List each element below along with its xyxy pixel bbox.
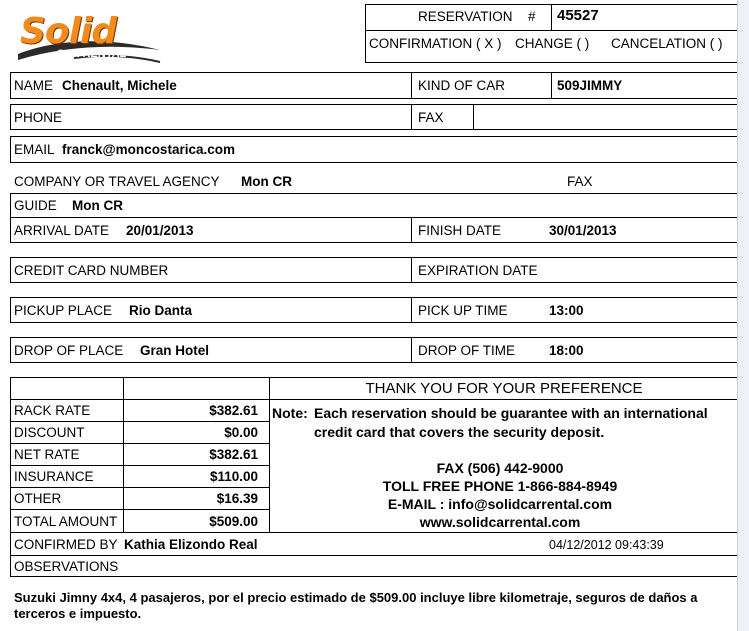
finish-label: FINISH DATE: [418, 223, 502, 238]
vertical-scrollbar[interactable]: [737, 0, 749, 631]
rate-value: $16.39: [216, 491, 258, 506]
change-option: CHANGE ( ): [515, 36, 590, 51]
confirmation-option: CONFIRMATION ( X ): [369, 36, 502, 51]
company-label: COMPANY OR TRAVEL AGENCY: [14, 174, 220, 189]
drop-time-value: 18:00: [549, 343, 584, 358]
observations-label: OBSERVATIONS: [14, 559, 119, 574]
observations-line-2: terceros e impuesto.: [14, 606, 142, 621]
rate-value: $382.61: [209, 447, 258, 462]
cancelation-option: CANCELATION ( ): [611, 36, 723, 51]
toll-free-phone: TOLL FREE PHONE 1-866-884-8949: [382, 478, 618, 494]
arrival-label: ARRIVAL DATE: [14, 223, 110, 238]
rate-value: $110.00: [209, 469, 258, 484]
guide-label: GUIDE: [14, 198, 57, 213]
drop-place-value: Gran Hotel: [140, 343, 210, 358]
logo-sub: CAR RENTAL: [56, 48, 127, 60]
rate-value: $0.00: [224, 425, 258, 440]
company-value: Mon CR: [241, 174, 292, 189]
name-label: NAME: [14, 78, 54, 93]
rate-label: NET RATE: [14, 447, 80, 462]
phone-row: [10, 104, 738, 130]
rate-label: RACK RATE: [14, 403, 91, 418]
arrival-value: 20/01/2013: [126, 223, 194, 238]
company-fax-label: FAX: [567, 174, 593, 189]
observations-line-1: Suzuki Jimny 4x4, 4 pasajeros, por el precio estimado de $509.00 incluye libre kilometraje, seguros de daños a: [14, 590, 698, 605]
reservation-hash: #: [528, 9, 536, 24]
reservation-number: 45527: [557, 7, 599, 24]
finish-value: 30/01/2013: [549, 223, 617, 238]
confirmed-by-value: Kathia Elizondo Real: [124, 537, 258, 552]
pickup-time-value: 13:00: [549, 303, 584, 318]
email-value: franck@moncostarica.com: [62, 142, 235, 157]
kind-of-car-value: 509JIMMY: [557, 78, 623, 93]
confirmed-by-label: CONFIRMED BY: [14, 537, 118, 552]
name-value: Chenault, Michele: [62, 78, 177, 93]
confirmation-timestamp: 04/12/2012 09:43:39: [549, 538, 664, 552]
note-label: Note:: [272, 405, 308, 421]
drop-place-label: DROP OF PLACE: [14, 343, 124, 358]
pickup-row: [10, 297, 738, 323]
rate-label: OTHER: [14, 491, 62, 506]
kind-of-car-label: KIND OF CAR: [418, 78, 506, 93]
note-line-2: credit card that covers the security deposit.: [314, 424, 605, 440]
credit-card-label: CREDIT CARD NUMBER: [14, 263, 169, 278]
guide-value: Mon CR: [72, 198, 123, 213]
fax-label: FAX: [418, 110, 444, 125]
rate-label: DISCOUNT: [14, 425, 85, 440]
thank-you-heading: THANK YOU FOR YOUR PREFERENCE: [365, 380, 643, 397]
company-email: E-MAIL : info@solidcarrental.com: [387, 496, 613, 512]
logo-brand: Solid: [20, 11, 117, 52]
rate-value: $382.61: [209, 403, 258, 418]
pickup-time-label: PICK UP TIME: [418, 303, 508, 318]
rate-label: INSURANCE: [14, 469, 94, 484]
phone-label: PHONE: [14, 110, 63, 125]
company-fax: FAX (506) 442-9000: [436, 460, 564, 476]
reservation-label: RESERVATION: [418, 9, 513, 24]
email-label: EMAIL: [14, 142, 55, 157]
note-line-1: Each reservation should be guarantee with an international: [314, 405, 708, 421]
pickup-place-label: PICKUP PLACE: [14, 303, 113, 318]
drop-time-label: DROP OF TIME: [418, 343, 516, 358]
company-logo: [14, 10, 164, 68]
rate-label: TOTAL AMOUNT: [14, 514, 118, 529]
company-website: www.solidcarrental.com: [419, 514, 581, 530]
expiration-label: EXPIRATION DATE: [418, 263, 538, 278]
rate-value: $509.00: [209, 514, 258, 529]
pickup-place-value: Rio Danta: [129, 303, 193, 318]
